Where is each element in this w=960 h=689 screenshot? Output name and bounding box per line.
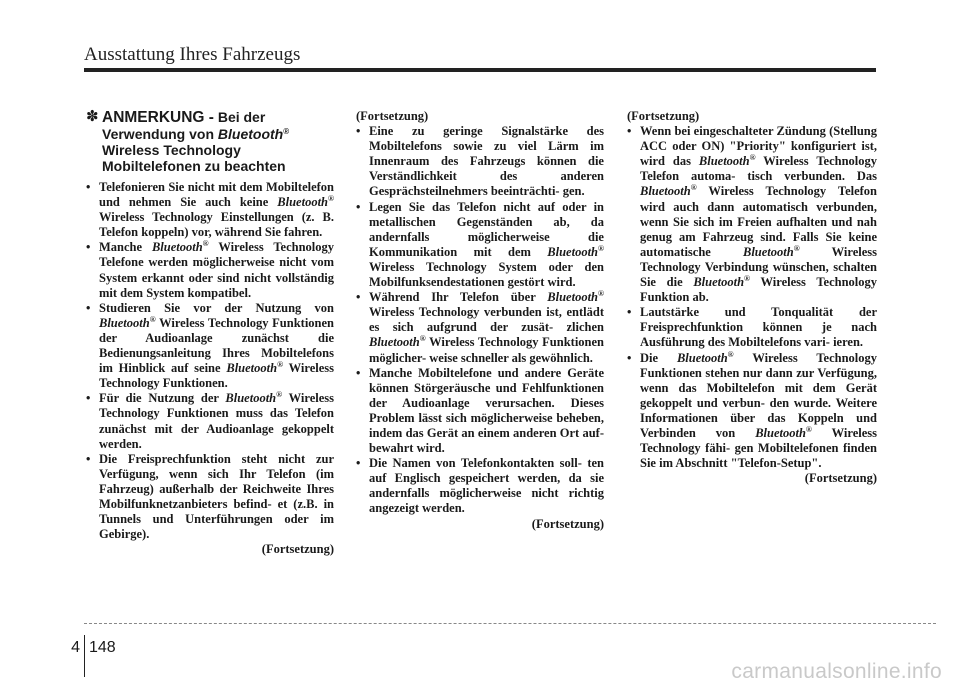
- note-part2: Wireless Technology Mobiltelefonen zu beachten: [102, 142, 286, 174]
- continued-label: (Fortsetzung): [261, 542, 334, 557]
- list-item: • Telefonieren Sie nicht mit dem Mobiltelefon und nehmen Sie auch keine Bluetooth® Wireless Technology Einstellungen (z. B. Telefon koppeln) vor, während Sie fahren.: [86, 180, 334, 240]
- note-list-3: [627, 124, 877, 471]
- chapter-number: 4: [71, 639, 80, 656]
- list-item: • Die Freisprechfunktion steht nicht zur Verfügung, wenn sich Ihr Telefon (im Fahrzeug) außerhalb der Reichweite Ihres Mobilfunknetzanbieters befind- et (z.B. in Tunnels und Unterführungen oder im Gebirge).: [86, 452, 334, 543]
- star-icon: ✽: [86, 108, 99, 125]
- page-number-divider: [84, 635, 85, 677]
- list-item: • Eine zu geringe Signalstärke des Mobiltelefons sowie zu viel Lärm im Innenraum des Fahrzeugs können die Verständlichkeit des anderen Gesprächsteilnehmers beeinträchti- gen.: [356, 124, 604, 199]
- continued-top-label: (Fortsetzung): [627, 109, 700, 123]
- footer-rule: [84, 623, 936, 624]
- page-header-title: Ausstattung Ihres Fahrzeugs: [84, 44, 301, 65]
- note-brand: Bluetooth: [217, 126, 284, 142]
- list-item: • Für die Nutzung der Bluetooth® Wireless Technology Funktionen muss das Telefon zunächst mit der Audioanlage gekoppelt werden.: [86, 391, 334, 451]
- list-item: • Lautstärke und Tonqualität der Freisprechfunktion können je nach Ausführung des Mobiltelefons vari- ieren.: [627, 305, 877, 350]
- list-item: • Manche Mobiltelefone und andere Geräte können Störgeräusche und Fehlfunktionen der Audioanlage verursachen. Dieses Problem lässt sich möglicherweise beheben, indem das Gerät an einem anderen Ort auf- bewahrt wird.: [356, 366, 604, 457]
- note-list-1: [86, 180, 334, 542]
- note-reg: ®: [283, 127, 290, 136]
- note-list-2: [356, 124, 604, 516]
- note-heading-text: [102, 109, 334, 174]
- page-number-value: 148: [89, 639, 116, 656]
- list-item: • Die Bluetooth® Wireless Technology Funktionen stehen nur dann zur Verfügung, wenn das Mobiltelefon mit dem Gerät gekoppelt und verbun- den wurde. Weitere Informationen über das Koppeln und Verbinden von Bluetooth® Wireless Technology fähi- gen Mobiltelefonen finden Sie im Abschnitt "Telefon-Setup".: [627, 351, 877, 472]
- note-heading: [86, 109, 334, 174]
- list-item: • Legen Sie das Telefon nicht auf oder in metallischen Gegenständen ab, da andernfalls möglicherweise die Kommunikation mit dem Bluetooth® Wireless Technology System oder den Mobilfunksendestationen gestört wird.: [356, 200, 604, 291]
- list-item: • Die Namen von Telefonkontakten soll- ten auf Englisch gespeichert werden, da sie andernfalls möglicherweise nicht richtig angezeigt werden.: [356, 456, 604, 516]
- page-number: [70, 627, 116, 669]
- note-part1: Bei der Verwendung von: [102, 109, 266, 142]
- continued-top-label: (Fortsetzung): [356, 109, 429, 123]
- column-2: [356, 109, 604, 532]
- list-item: • Manche Bluetooth® Wireless Technology Telefone werden möglicherweise nicht vom System erkannt oder sind nicht vollständig mit dem System kompatibel.: [86, 240, 334, 300]
- list-item: • Während Ihr Telefon über Bluetooth® Wireless Technology verbunden ist, entlädt es sich aufgrund der zusät- zlichen Bluetooth® Wireless Technology Funktionen möglicher- weise schneller als gewöhnlich.: [356, 290, 604, 365]
- note-lead: ANMERKUNG -: [102, 109, 214, 126]
- column-3: [627, 109, 877, 486]
- list-item: • Wenn bei eingeschalteter Zündung (Stellung ACC oder ON) "Priority" konfiguriert ist, wird das Bluetooth® Wireless Technology Telefon automa- tisch verbunden. Das Bluetooth® Wireless Technology Telefon wird auch dann automatisch verbunden, wenn Sie sich im Freien aufhalten und nah genug am Fahrzeug sind. Falls Sie keine automatische Bluetooth® Wireless Technology Verbindung wünschen, schalten Sie die Bluetooth® Wireless Technology Funktion ab.: [627, 124, 877, 305]
- continued-label: (Fortsetzung): [804, 471, 877, 486]
- continued-label: (Fortsetzung): [531, 516, 604, 531]
- header-rule: [84, 68, 876, 72]
- list-item: • Studieren Sie vor der Nutzung von Bluetooth® Wireless Technology Funktionen der Audioanlage zunächst die Bedienungsanleitung Ihres Mobiltelefons im Hinblick auf seine Bluetooth® Wireless Technology Funktionen.: [86, 301, 334, 392]
- watermark: carmanualsonline.info: [731, 660, 942, 683]
- column-1: [86, 109, 334, 557]
